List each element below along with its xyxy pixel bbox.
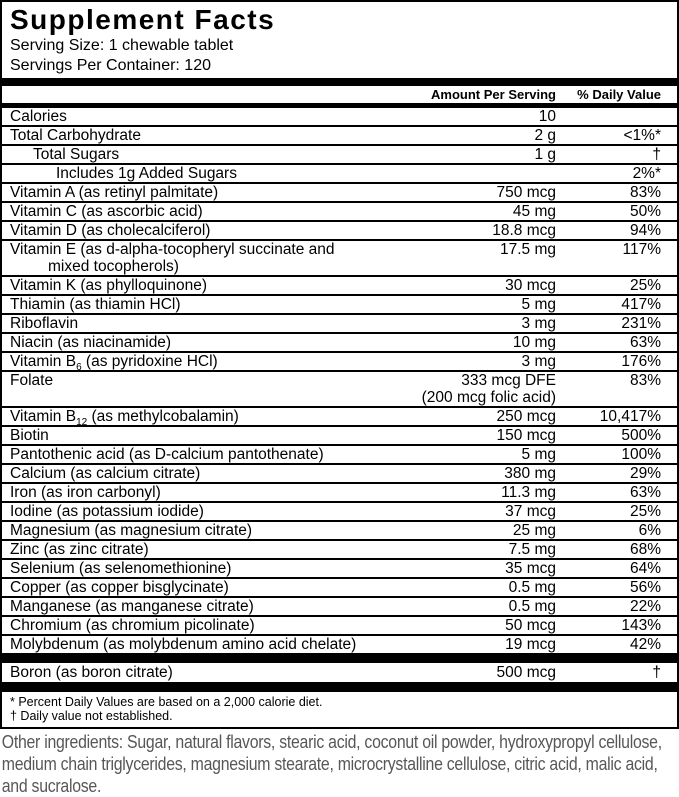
table-row xyxy=(2,520,677,539)
table-row xyxy=(2,351,677,370)
nutrient-name: Riboflavin xyxy=(10,315,79,332)
boron-row-section xyxy=(2,663,677,682)
nutrient-name: Calcium (as calcium citrate) xyxy=(10,465,201,482)
table-row xyxy=(2,239,677,275)
nutrient-daily-value: 231% xyxy=(621,315,661,332)
nutrient-amount: 5 mg xyxy=(521,446,556,463)
nutrient-name: Manganese (as manganese citrate) xyxy=(10,598,254,615)
nutrient-amount: 17.5 mg xyxy=(499,241,556,258)
nutrient-name: Copper (as copper bisglycinate) xyxy=(10,579,229,596)
nutrient-daily-value: 50% xyxy=(629,203,661,220)
nutrient-name-line2: mixed tocopherols) xyxy=(48,258,179,275)
nutrient-amount: 45 mg xyxy=(512,203,556,220)
nutrient-name: Vitamin D (as cholecalciferol) xyxy=(10,222,211,239)
nutrient-daily-value: 64% xyxy=(629,560,661,577)
table-row xyxy=(2,220,677,239)
nutrient-amount: 750 mcg xyxy=(496,184,556,201)
nutrient-amount: 150 mcg xyxy=(496,427,556,444)
nutrient-name: Thiamin (as thiamin HCl) xyxy=(10,296,181,313)
nutrient-daily-value: 176% xyxy=(621,353,661,370)
table-row xyxy=(2,444,677,463)
nutrient-amount: 2 g xyxy=(534,127,556,144)
nutrient-daily-value: 22% xyxy=(629,598,661,615)
nutrient-name: Chromium (as chromium picolinate) xyxy=(10,617,255,634)
nutrient-daily-value: 29% xyxy=(629,465,661,482)
nutrient-name: Iodine (as potassium iodide) xyxy=(10,503,204,520)
nutrient-amount: 500 mcg xyxy=(496,664,556,681)
nutrient-amount: 250 mcg xyxy=(496,408,556,425)
nutrient-amount: 18.8 mcg xyxy=(492,222,556,239)
table-row xyxy=(2,539,677,558)
nutrient-amount: 30 mcg xyxy=(505,277,556,294)
nutrient-amount: 1 g xyxy=(534,146,556,163)
nutrient-name: Vitamin C (as ascorbic acid) xyxy=(10,203,203,220)
table-row xyxy=(2,108,677,125)
nutrient-amount: 37 mcg xyxy=(505,503,556,520)
servings-per-container-text: Servings Per Container: 120 xyxy=(10,57,211,74)
footnote-not-established: † Daily value not established. xyxy=(10,709,173,723)
nutrient-daily-value: 117% xyxy=(622,241,661,258)
nutrient-name: Vitamin $B_{12}$ (as methylcobalamin) xyxy=(10,408,239,425)
footnote-daily-values: * Percent Daily Values are based on a 2,000 calorie diet. xyxy=(10,695,323,709)
nutrient-amount: 25 mg xyxy=(512,522,556,539)
nutrient-daily-value: 63% xyxy=(629,484,661,501)
nutrient-name: Biotin xyxy=(10,427,49,444)
column-header-row xyxy=(2,86,677,103)
nutrient-amount: 380 mg xyxy=(504,465,556,482)
nutrient-dv-spacer xyxy=(556,389,661,406)
nutrient-name: Calories xyxy=(10,108,67,125)
nutrient-amount: 19 mcg xyxy=(505,636,556,653)
nutrient-name: Total Carbohydrate xyxy=(10,127,141,144)
nutrient-name: Vitamin $B_6$ (as pyridoxine HCl) xyxy=(10,353,218,370)
nutrient-amount xyxy=(406,165,556,182)
table-row xyxy=(2,125,677,144)
table-row xyxy=(2,425,677,444)
nutrient-daily-value: 94% xyxy=(629,222,661,239)
nutrient-name-spacer xyxy=(10,389,406,406)
nutrient-daily-value: 56% xyxy=(629,579,661,596)
nutrient-amount: 7.5 mg xyxy=(508,541,556,558)
separator-bar-top xyxy=(2,78,677,86)
nutrient-name: Zinc (as zinc citrate) xyxy=(10,541,149,558)
nutrient-amount: 5 mg xyxy=(521,296,556,313)
nutrient-daily-value: 6% xyxy=(638,522,661,539)
nutrient-name: Folate xyxy=(10,372,54,389)
nutrient-daily-value: 2%* xyxy=(632,165,661,182)
nutrient-name: Iron (as iron carbonyl) xyxy=(10,484,161,501)
table-row xyxy=(2,332,677,351)
nutrient-name: Total Sugars xyxy=(33,146,120,163)
nutrient-daily-value: 417% xyxy=(621,296,661,313)
table-row xyxy=(2,275,677,294)
nutrient-name: Vitamin A (as retinyl palmitate) xyxy=(10,184,219,201)
nutrient-daily-value: 83% xyxy=(629,372,661,389)
nutrient-daily-value: 63% xyxy=(629,334,661,351)
nutrient-amount: 10 xyxy=(538,108,556,125)
nutrient-amount: 0.5 mg xyxy=(508,579,556,596)
table-row xyxy=(2,163,677,182)
nutrient-amount: 50 mcg xyxy=(505,617,556,634)
table-row xyxy=(2,663,677,682)
other-ingredients-text: Other ingredients: Sugar, natural flavors, stearic acid, coconut oil powder, hydroxypropyl cellulose, medium chain triglycerides, magnesium stearate, microcrystalline cellulose, citric acid, malic acid, and sucralose. xyxy=(1,732,662,796)
table-row xyxy=(2,558,677,577)
table-row xyxy=(2,615,677,634)
header-amount-per-serving: Amount Per Serving xyxy=(431,87,556,102)
table-row xyxy=(2,313,677,332)
nutrient-daily-value: † xyxy=(652,146,661,163)
nutrient-amount: 11.3 mg xyxy=(501,484,556,501)
nutrient-amount: 3 mg xyxy=(521,315,556,332)
nutrient-name: Selenium (as selenomethionine) xyxy=(10,560,232,577)
nutrient-daily-value: 68% xyxy=(629,541,661,558)
nutrient-daily-value: 25% xyxy=(629,503,661,520)
panel-title: Supplement Facts xyxy=(10,4,276,35)
nutrient-name: Niacin (as niacinamide) xyxy=(10,334,172,351)
nutrient-name: Pantothenic acid (as D-calcium pantothenate) xyxy=(10,446,324,463)
table-row xyxy=(2,463,677,482)
table-row xyxy=(2,482,677,501)
footnotes xyxy=(2,692,677,727)
table-row xyxy=(2,182,677,201)
table-row xyxy=(2,634,677,653)
serving-size-text: Serving Size: 1 chewable tablet xyxy=(10,37,234,54)
separator-bar-below-boron xyxy=(2,682,677,692)
nutrient-amount: 0.5 mg xyxy=(508,598,556,615)
nutrient-daily-value: 143% xyxy=(621,617,661,634)
separator-bar-above-boron xyxy=(2,653,677,663)
nutrient-amount: 3 mg xyxy=(521,353,556,370)
table-row xyxy=(2,501,677,520)
nutrient-rows xyxy=(2,108,677,653)
header-percent-daily-value: % Daily Value xyxy=(577,87,661,102)
nutrient-name: Vitamin K (as phylloquinone) xyxy=(10,277,208,294)
table-row xyxy=(2,294,677,313)
nutrient-amount-line2: (200 mcg folic acid) xyxy=(421,389,556,406)
nutrient-daily-value: 42% xyxy=(629,636,661,653)
nutrient-daily-value xyxy=(556,108,661,125)
nutrient-daily-value: 10,417% xyxy=(599,408,661,425)
nutrient-name: Boron (as boron citrate) xyxy=(10,664,173,681)
nutrient-daily-value: † xyxy=(652,664,661,681)
nutrient-name: Molybdenum (as molybdenum amino acid chelate) xyxy=(10,636,357,653)
nutrient-name: Vitamin E (as d-alpha-tocopheryl succinate and xyxy=(10,241,335,258)
nutrient-name: Magnesium (as magnesium citrate) xyxy=(10,522,253,539)
nutrient-amount: 10 mg xyxy=(512,334,556,351)
table-row xyxy=(2,144,677,163)
nutrient-daily-value: 100% xyxy=(621,446,661,463)
table-row xyxy=(2,596,677,615)
table-row xyxy=(2,370,677,406)
nutrient-daily-value: 83% xyxy=(629,184,661,201)
table-row xyxy=(2,201,677,220)
table-row xyxy=(2,577,677,596)
nutrient-daily-value: <1%* xyxy=(623,127,661,144)
table-row xyxy=(2,406,677,425)
nutrient-amount: 35 mcg xyxy=(505,560,556,577)
nutrient-daily-value: 25% xyxy=(629,277,661,294)
nutrient-amount: 333 mcg DFE xyxy=(461,372,556,389)
nutrient-daily-value: 500% xyxy=(621,427,661,444)
nutrient-name: Includes 1g Added Sugars xyxy=(56,165,237,182)
